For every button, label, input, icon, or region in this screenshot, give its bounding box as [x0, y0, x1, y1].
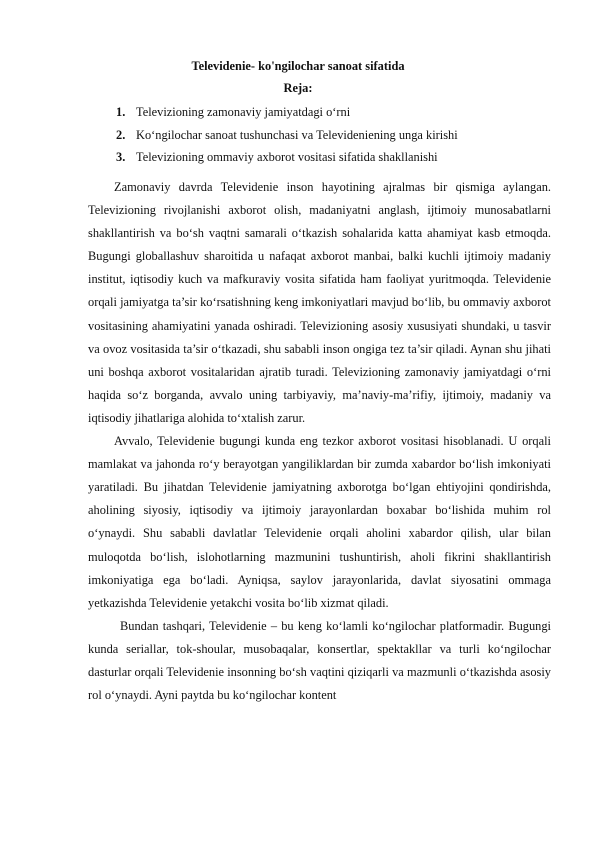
plan-item [116, 104, 556, 127]
plan-heading: Reja: [283, 81, 313, 95]
paragraph: Bundan tashqari, Televidenie – bu keng ko‘lamli ko‘ngilochar platformadir. Bugungi kunda seriallar, tok-shoular, musobaqalar, konsertlar, spektakllar va turli ko‘ngilochar dasturlar orqali Televidenie insonning bo‘sh vaqtini qiziqarli va mazmunli o‘tkazishda asosiy rol o‘ynaydi. Ayni paytda bu ko‘ngilochar kontent [88, 618, 551, 703]
plan-item [116, 127, 556, 150]
plan-item-text: Televizioning ommaviy axborot vositasi sifatida shakllanishi [136, 150, 438, 164]
plan-item-number: 1. [116, 105, 126, 119]
plan-list [116, 104, 556, 172]
document-title: Televidenie- ko'ngilochar sanoat sifatida [191, 59, 405, 73]
plan-item [116, 149, 556, 172]
paragraph: Avvalo, Televidenie bugungi kunda eng tezkor axborot vositasi hisoblanadi. U orqali mamlakat va jahonda ro‘y berayotgan yangiliklardan bir zumda xabardor bo‘lish imkoniyati yaratiladi. Bu jihatdan Televidenie jamiyatning axborotga bo‘lgan ehtiyojini qondirishda, aholining siyosiy, iqtisodiy va ijtimoiy jarayonlardan boxabar bo‘lishida muhim rol o‘ynaydi. Shu sababli davlatlar Televidenie orqali aholini xabardor qilish, ular bilan muloqotda bo‘lish, islohotlarning mazmunini tushuntirish, aholi fikrini shakllantirish imkoniyatiga ega bo‘ladi. Ayniqsa, saylov jarayonlarida, davlat siyosatini ommaga yetkazishda Televidenie yetakchi vosita bo‘lib xizmat qiladi. [88, 434, 551, 610]
plan-item-number: 3. [116, 150, 126, 164]
plan-item-text: Ko‘ngilochar sanoat tushunchasi va Televideniening unga kirishi [136, 127, 458, 142]
paragraph: Zamonaviy davrda Televidenie inson hayotining ajralmas bir qismiga aylangan. Televizioning rivojlanishi axborot olish, madaniyatni anglash, ijtimoiy munosabatlarni shakllantirish va bo‘sh vaqtni samarali o‘tkazish sohalarida katta ahamiyat kasb etmoqda. Bugungi globallashuv sharoitida u nafaqat axborot manbai, balki kuchli ijtimoiy madaniy institut, iqtisodiy kuch va mafkuraviy vosita sifatida ham faoliyat yuritmoqda. Televidenie orqali jamiyatga ta’sir ko‘rsatishning keng imkoniyatlari mavjud bo‘lib, bu ommaviy axborot vositasining ahamiyatini yanada oshiradi. Televizioning asosiy xususiyati shundaki, u tasvir va ovoz vositasida ta’sir o‘tkazadi, shu sababli inson ongiga tez ta’sir qiladi. Aynan shu jihati uni boshqa axborot vositalaridan ajratib turadi. Televizioning zamonaviy jamiyatdagi o‘rni haqida so‘z borganda, avvalo uning tarbiyaviy, ma’naviy-ma’rifiy, ijtimoiy, madaniy va iqtisodiy jihatlariga alohida to‘xtalish zarur. [88, 180, 551, 425]
document-body [88, 176, 551, 707]
plan-item-number: 2. [116, 127, 126, 142]
plan-item-text: Televizioning zamonaviy jamiyatdagi o‘rni [136, 105, 351, 119]
